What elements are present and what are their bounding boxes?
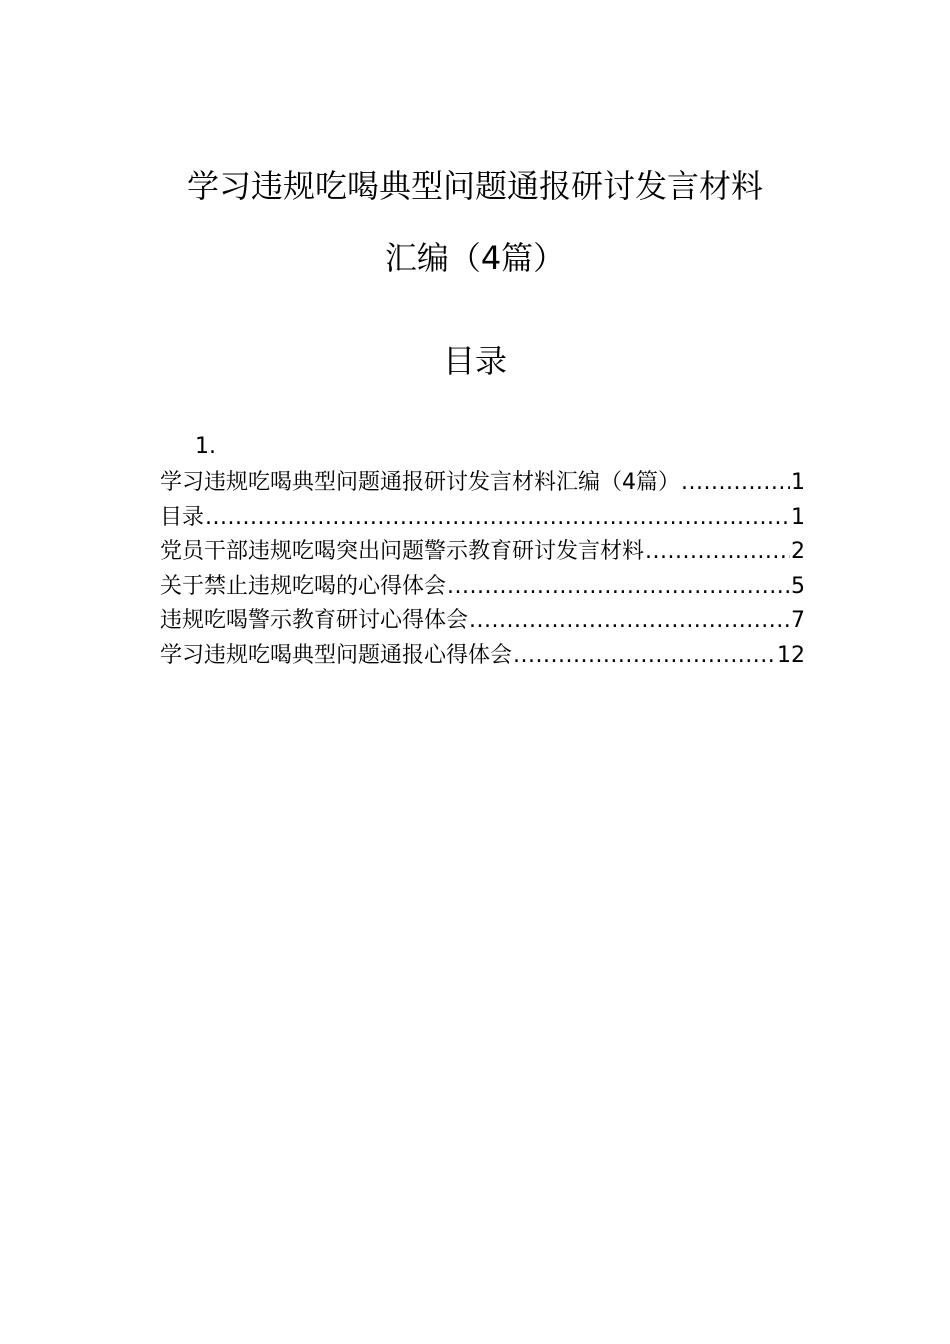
- toc-dot-leader: [447, 570, 790, 605]
- toc-entry[interactable]: [160, 535, 805, 570]
- toc-entry-page: 7: [791, 608, 805, 634]
- toc-entry-title: 学习违规吃喝典型问题通报心得体会: [160, 642, 513, 668]
- toc-dot-leader: [645, 535, 790, 570]
- toc-entry-page: 2: [791, 539, 805, 565]
- toc-dot-leader: [681, 466, 790, 501]
- document-title-line-1: 学习违规吃喝典型问题通报研讨发言材料: [186, 167, 763, 205]
- toc-entry-page: 1: [791, 470, 805, 495]
- toc-entry[interactable]: [160, 466, 805, 501]
- toc-entry[interactable]: [160, 639, 805, 674]
- toc-entry[interactable]: [160, 501, 805, 536]
- table-of-contents: [160, 466, 805, 674]
- toc-dot-leader: [469, 604, 790, 639]
- toc-entry[interactable]: [160, 604, 805, 639]
- document-title-line-2: 汇编（4篇）: [384, 239, 566, 277]
- toc-entry-page: 5: [791, 573, 805, 599]
- toc-heading: 目录: [442, 342, 507, 380]
- toc-list-number: 1.: [195, 434, 216, 459]
- toc-dot-leader: [205, 501, 790, 536]
- toc-entry[interactable]: [160, 570, 805, 605]
- toc-dot-leader: [513, 639, 776, 674]
- toc-entry-title: 违规吃喝警示教育研讨心得体会: [160, 608, 469, 634]
- toc-entry-title: 目录: [160, 504, 205, 530]
- toc-entry-page: 12: [777, 642, 805, 668]
- toc-entry-title: 关于禁止违规吃喝的心得体会: [160, 573, 447, 599]
- toc-entry-title: 党员干部违规吃喝突出问题警示教育研讨发言材料: [160, 539, 645, 565]
- toc-entry-page: 1: [791, 504, 805, 530]
- toc-entry-title: 学习违规吃喝典型问题通报研讨发言材料汇编（4篇）: [160, 470, 680, 495]
